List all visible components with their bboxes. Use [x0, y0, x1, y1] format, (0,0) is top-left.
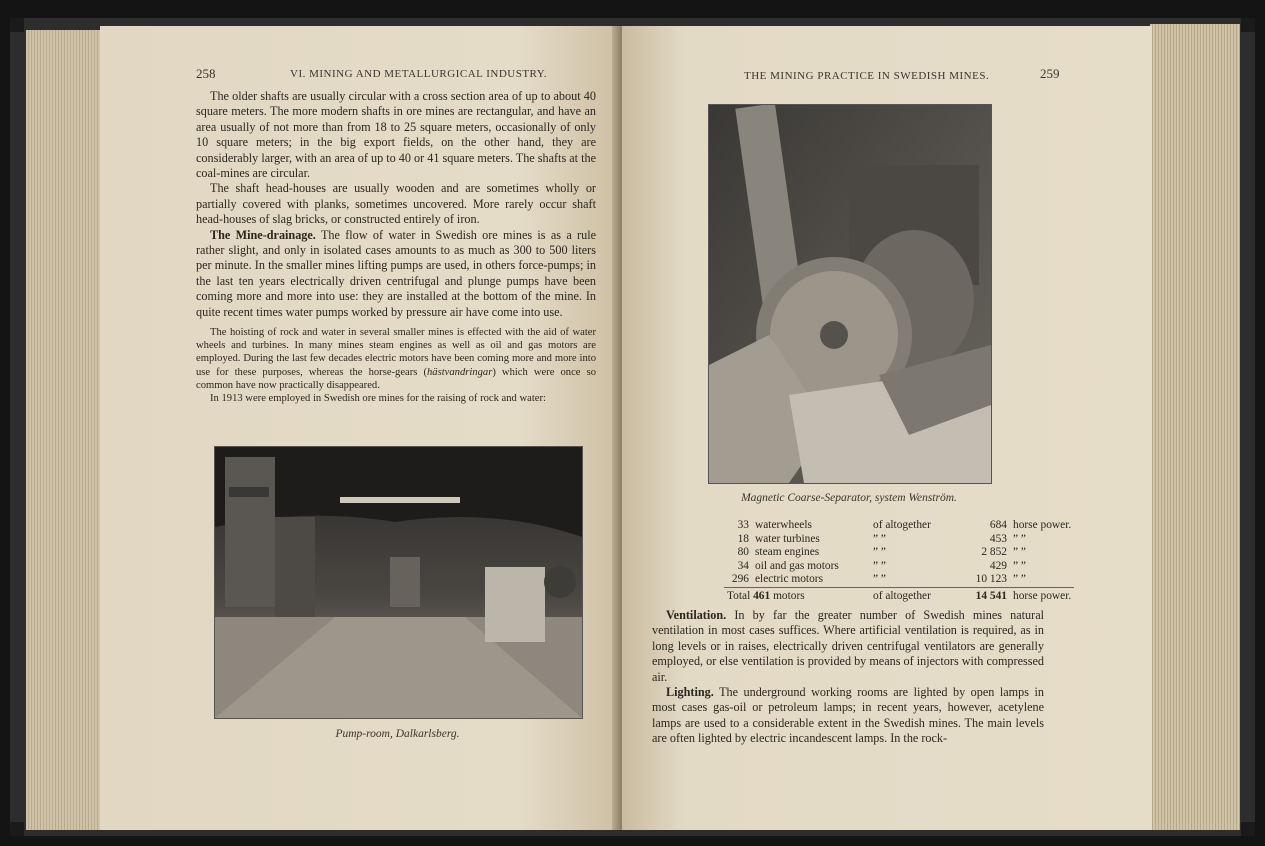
- total-label: Total: [727, 589, 751, 602]
- unit-cell: ” ”: [1013, 532, 1026, 545]
- paragraph: [196, 326, 596, 392]
- section-heading: The Mine-drainage.: [210, 227, 316, 242]
- small-print: [196, 326, 596, 405]
- page-number: 259: [1040, 66, 1060, 81]
- total-item: motors: [773, 589, 805, 602]
- of-cell: of altogether: [873, 519, 931, 531]
- separator-photo: [708, 104, 992, 484]
- table-row: [724, 533, 1074, 547]
- table-row: [724, 519, 1074, 533]
- unit-cell: horse power.: [1013, 519, 1072, 531]
- unit-cell: ” ”: [1013, 546, 1026, 559]
- of-cell: of altogether: [873, 589, 931, 602]
- paragraph: The shaft head-houses are usually wooden and are sometimes wholly or partially covered with planks, sometimes uncovered. More rarely occur shaft head-houses of slag bricks, or constructed entirely of iron.: [196, 181, 596, 227]
- section-heading: Ventilation.: [666, 608, 727, 622]
- unit-cell: ” ”: [1010, 573, 1074, 587]
- page-number: 258: [196, 66, 216, 81]
- item-cell: waterwheels: [755, 519, 812, 531]
- page-edges-left: [26, 30, 106, 830]
- section-heading: Lighting.: [666, 685, 714, 700]
- table-row: [724, 573, 1074, 587]
- value-cell: 453: [989, 532, 1007, 545]
- photo-caption: Magnetic Coarse-Separator, system Wenström.: [741, 492, 957, 504]
- cover-corner: [1241, 822, 1255, 836]
- of-cell: ” ”: [873, 546, 886, 559]
- table-row: [724, 560, 1074, 574]
- body-text: [196, 89, 596, 320]
- paragraph-text: In by far the greater number of Swedish mines natural ventilation in most cases suffices. Where artificial ventilation is required, as in long levels or in raises, electrically driven centrifugal ventilators are generally employed, or else ventilation is provided by means of injectors with compressed air.: [652, 608, 1045, 684]
- of-cell: ” ”: [870, 573, 958, 587]
- unit-cell: horse power.: [1013, 589, 1072, 602]
- paragraph: In 1913 were employed in Swedish ore mines for the raising of rock and water:: [210, 393, 546, 405]
- paragraph: The older shafts are usually circular with a cross section area of up to about 40 square meters. The more modern shafts in ore mines are rectangular, and have an area usually of not more than from 18 to 25 square meters, occasionally of only 10 square meters; in the big export fields, on the other hand, they are considerably larger, with an area of up to 40 or 41 square meters. The shafts at the coal-mines are circular.: [196, 89, 596, 181]
- text-run: ) which were once so common have now practically disappeared.: [196, 366, 596, 391]
- item-cell: oil and gas motors: [755, 559, 839, 572]
- of-cell: ” ”: [873, 559, 886, 572]
- paragraph: [652, 608, 1044, 685]
- count-cell: 80: [737, 546, 749, 559]
- item-cell: electric motors: [752, 573, 870, 587]
- running-header: VI. MINING AND METALLURGICAL INDUSTRY.: [290, 68, 548, 80]
- text-run: The hoisting of rock and water in several smaller mines is effected with the aid of water wheels and turbines. In many mines steam engines as well as oil and gas motors are employed. During the last few decades electric motors have been coming more and more into use for these purposes, whereas the horse-gears (: [196, 327, 596, 378]
- value-cell: 684: [989, 519, 1007, 531]
- total-value: 14 541: [975, 589, 1007, 602]
- paragraph: [196, 228, 596, 320]
- page-edges-right: [1150, 24, 1240, 830]
- paragraph-text: The flow of water in Swedish ore mines is as a rule rather slight, and only in isolated cases amounts to as much as 300 to 500 liters per minute. In the smaller mines lifting pumps are used, in others force-pumps; in the last ten years electrically driven centrifugal and plunge pumps have been coming more and more into use: they are installed at the bottom of the mine. In quite recent times water pumps worked by pressure air have come into use.: [196, 227, 596, 319]
- count-cell: 34: [737, 559, 749, 572]
- cover-corner: [1241, 18, 1255, 32]
- paragraph: [652, 685, 1044, 747]
- italic-term: hästvandringar: [426, 366, 493, 378]
- of-cell: ” ”: [873, 532, 886, 545]
- table-total-row: [724, 587, 1074, 603]
- motor-statistics-table: [724, 519, 1074, 604]
- photo-caption: Pump-room, Dalkarlsberg.: [335, 728, 460, 740]
- item-cell: steam engines: [755, 546, 820, 559]
- pump-room-photo: [214, 446, 583, 719]
- count-cell: 296: [724, 573, 752, 587]
- cover-corner: [10, 822, 24, 836]
- body-text: [652, 608, 1044, 747]
- value-cell: 429: [989, 559, 1007, 572]
- count-cell: 18: [737, 532, 749, 545]
- total-count: 461: [753, 589, 771, 602]
- running-header: THE MINING PRACTICE IN SWEDISH MINES.: [744, 70, 990, 82]
- cover-corner: [10, 18, 24, 32]
- value-cell: 2 852: [981, 546, 1007, 559]
- value-cell: 10 123: [958, 573, 1010, 587]
- count-cell: 33: [737, 519, 749, 531]
- paragraph-text: The underground working rooms are lighted by open lamps in most cases gas-oil or petroleum lamps; in recent years, however, acetylene lamps are used to a considerable extent in the Swedish mines. The main levels are often lighted by electric incandescent lamps. In the rock-: [652, 685, 1044, 746]
- unit-cell: ” ”: [1013, 559, 1026, 572]
- table-row: [724, 546, 1074, 560]
- item-cell: water turbines: [755, 532, 820, 545]
